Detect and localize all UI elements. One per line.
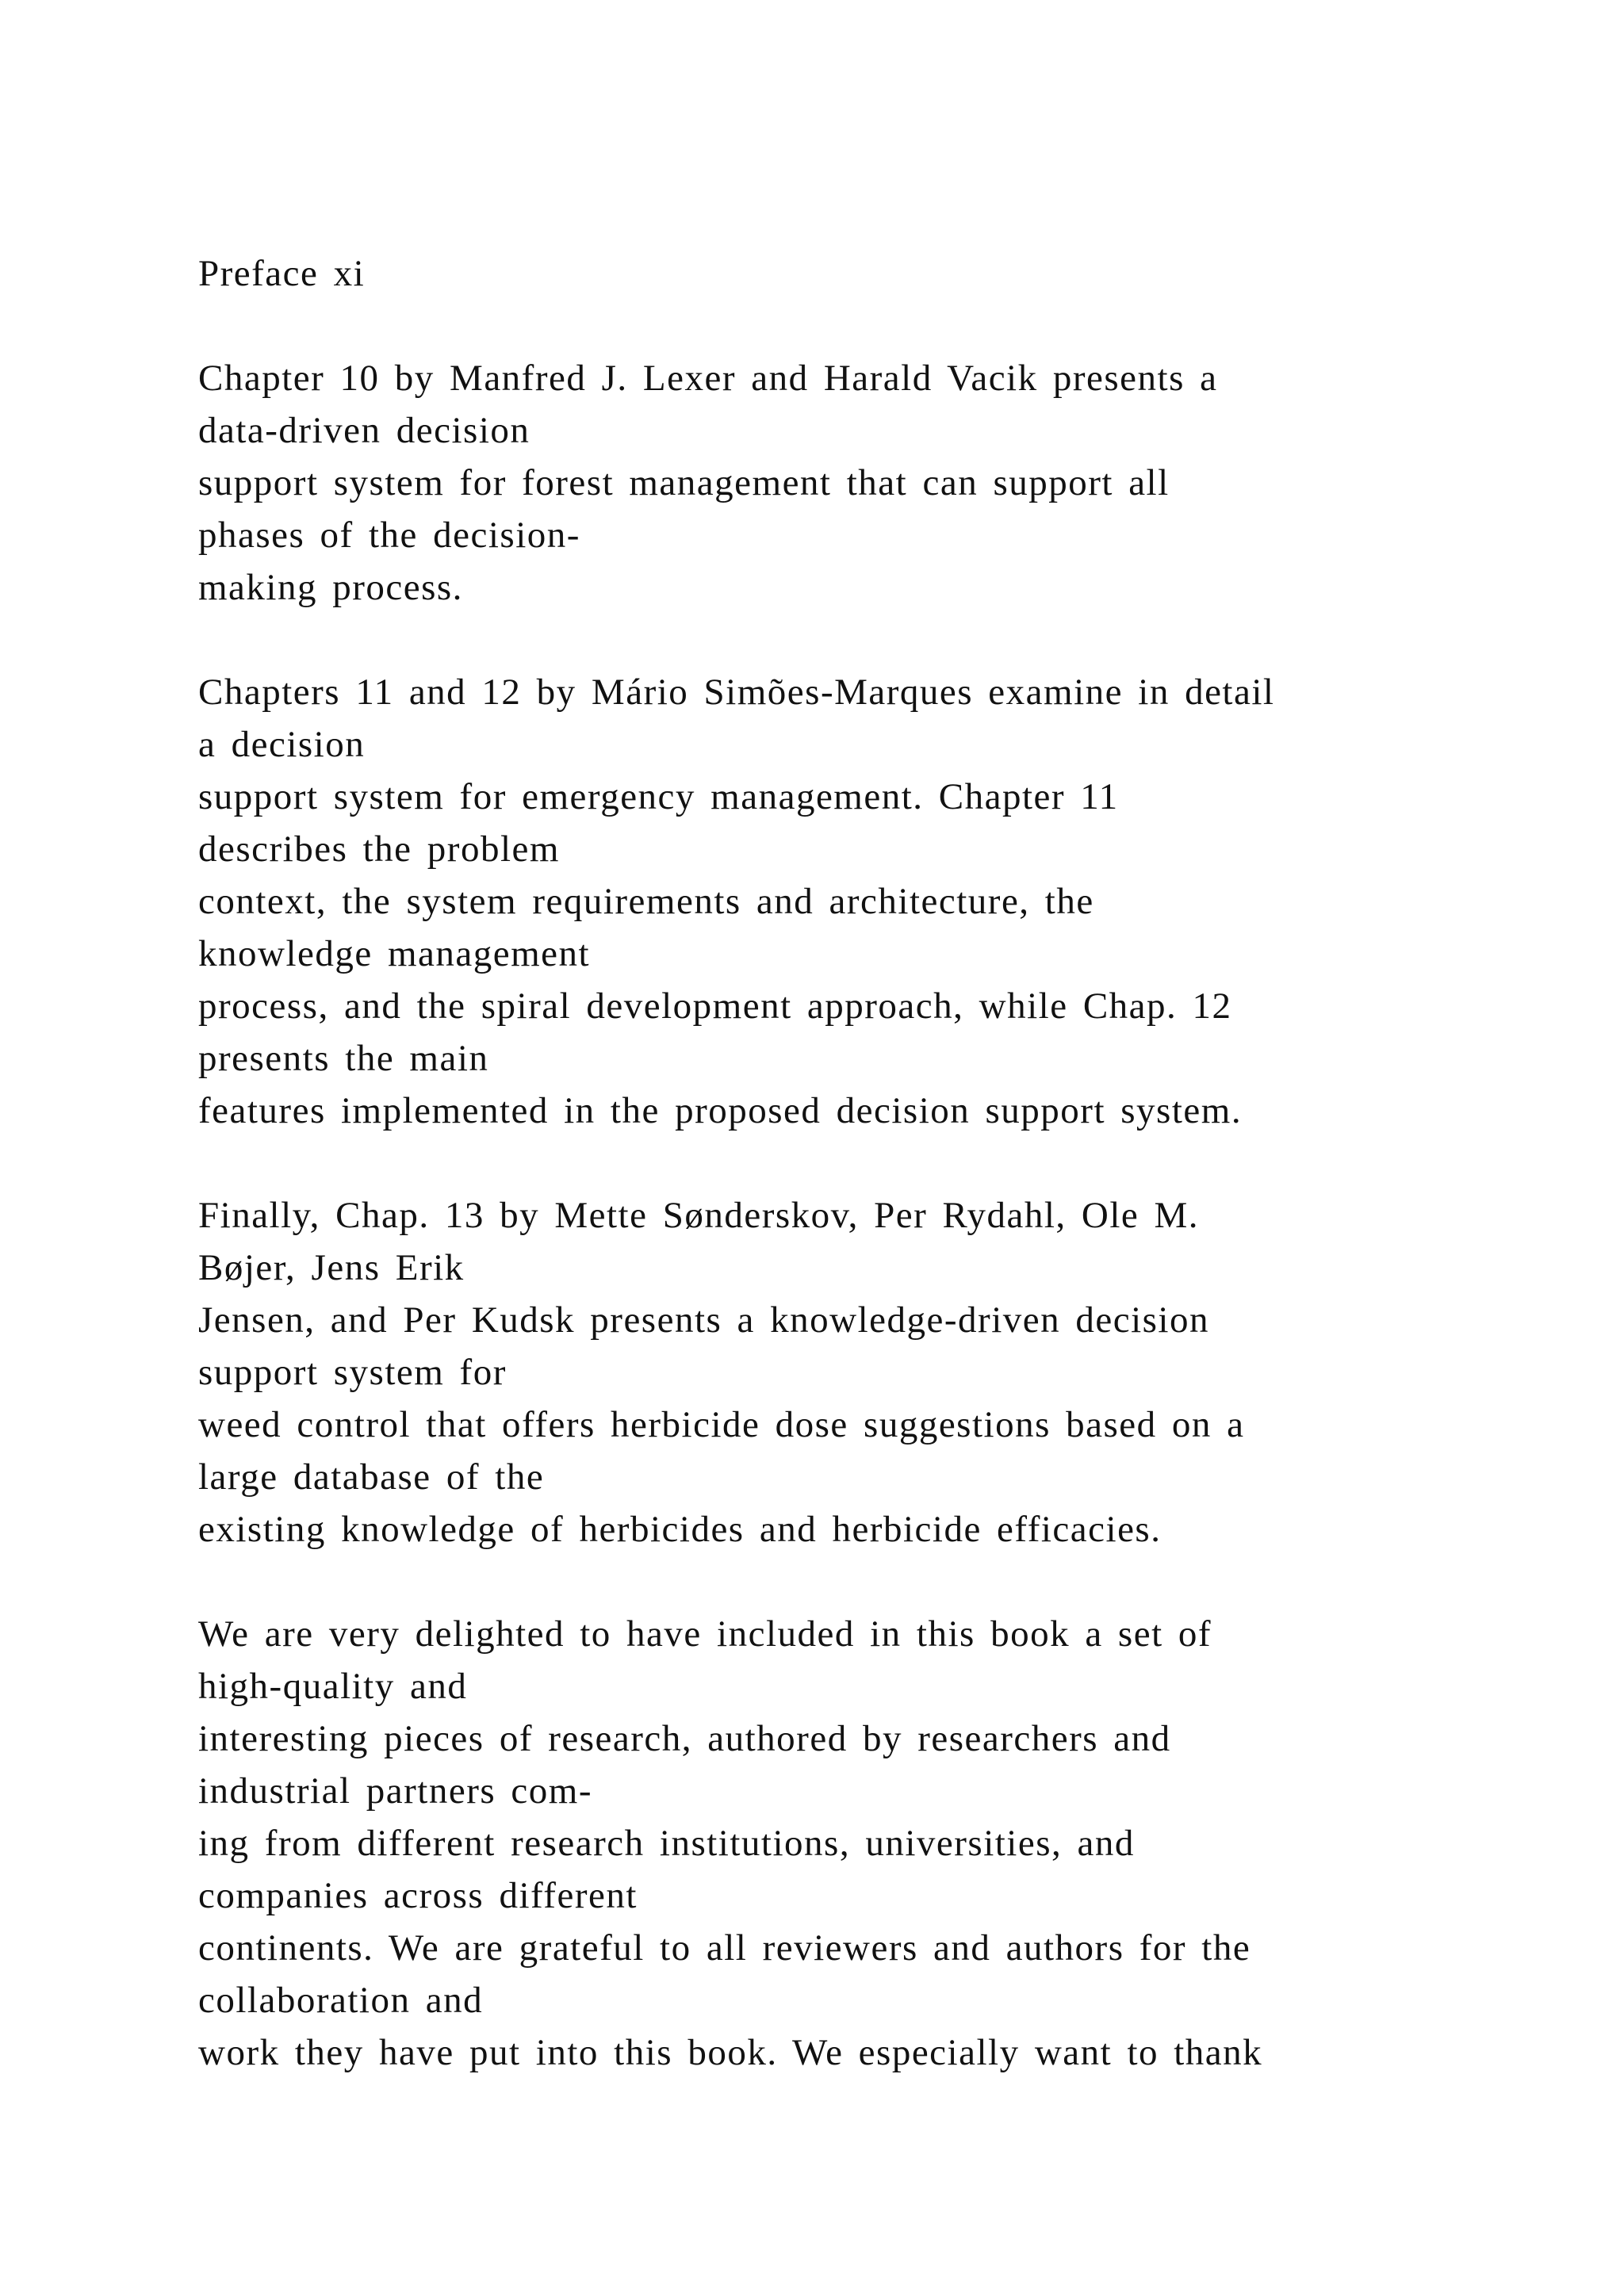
text-line: presents the main (198, 1038, 489, 1079)
text-line: a decision (198, 724, 366, 765)
text-line: collaboration and (198, 1980, 484, 2021)
paragraph-gap (198, 614, 1546, 666)
text-line: industrial partners com- (198, 1770, 592, 1812)
text-line: features implemented in the proposed decision support system. (198, 1090, 1243, 1131)
text-line: Finally, Chap. 13 by Mette Sønderskov, Per Rydahl, Ole M. (198, 1195, 1200, 1236)
text-line: context, the system requirements and architecture, the (198, 881, 1094, 922)
text-line: Jensen, and Per Kudsk presents a knowledge-driven decision (198, 1299, 1209, 1341)
text-block (198, 247, 1546, 2079)
text-line: phases of the decision- (198, 515, 580, 556)
paragraph-chapter-10 (198, 352, 1546, 614)
text-line: making process. (198, 567, 463, 608)
paragraph-chapter-13 (198, 1189, 1546, 1556)
text-line: process, and the spiral development approach, while Chap. 12 (198, 985, 1232, 1027)
text-line: continents. We are grateful to all reviewers and authors for the (198, 1927, 1251, 1969)
text-line: describes the problem (198, 828, 560, 870)
text-line: Bøjer, Jens Erik (198, 1247, 465, 1288)
text-line: support system for forest management that can support all (198, 462, 1170, 503)
text-line: Chapters 11 and 12 by Mário Simões-Marques examine in detail (198, 672, 1275, 713)
text-line: We are very delighted to have included in this book a set of (198, 1613, 1212, 1655)
text-line: work they have put into this book. We especially want to thank (198, 2032, 1263, 2073)
text-line: existing knowledge of herbicides and herbicide efficacies. (198, 1509, 1162, 1550)
text-line: large database of the (198, 1456, 545, 1498)
text-line: high-quality and (198, 1666, 468, 1707)
paragraph-gap (198, 1556, 1546, 1608)
running-head: Preface xi (198, 253, 366, 294)
text-line: support system for (198, 1352, 507, 1393)
paragraph-chapters-11-12 (198, 666, 1546, 1137)
paragraph-gap (198, 1137, 1546, 1189)
text-line: weed control that offers herbicide dose suggestions based on a (198, 1404, 1245, 1445)
text-line: knowledge management (198, 933, 591, 974)
text-line: Chapter 10 by Manfred J. Lexer and Harald Vacik presents a (198, 358, 1218, 399)
text-line: companies across different (198, 1875, 638, 1916)
paragraph-acknowledgements (198, 1608, 1546, 2079)
paragraph-gap (198, 300, 1546, 352)
text-line: support system for emergency management. Chapter 11 (198, 776, 1119, 817)
text-line: ing from different research institutions, universities, and (198, 1823, 1135, 1864)
text-line: interesting pieces of research, authored by researchers and (198, 1718, 1171, 1759)
text-line: data-driven decision (198, 410, 530, 451)
